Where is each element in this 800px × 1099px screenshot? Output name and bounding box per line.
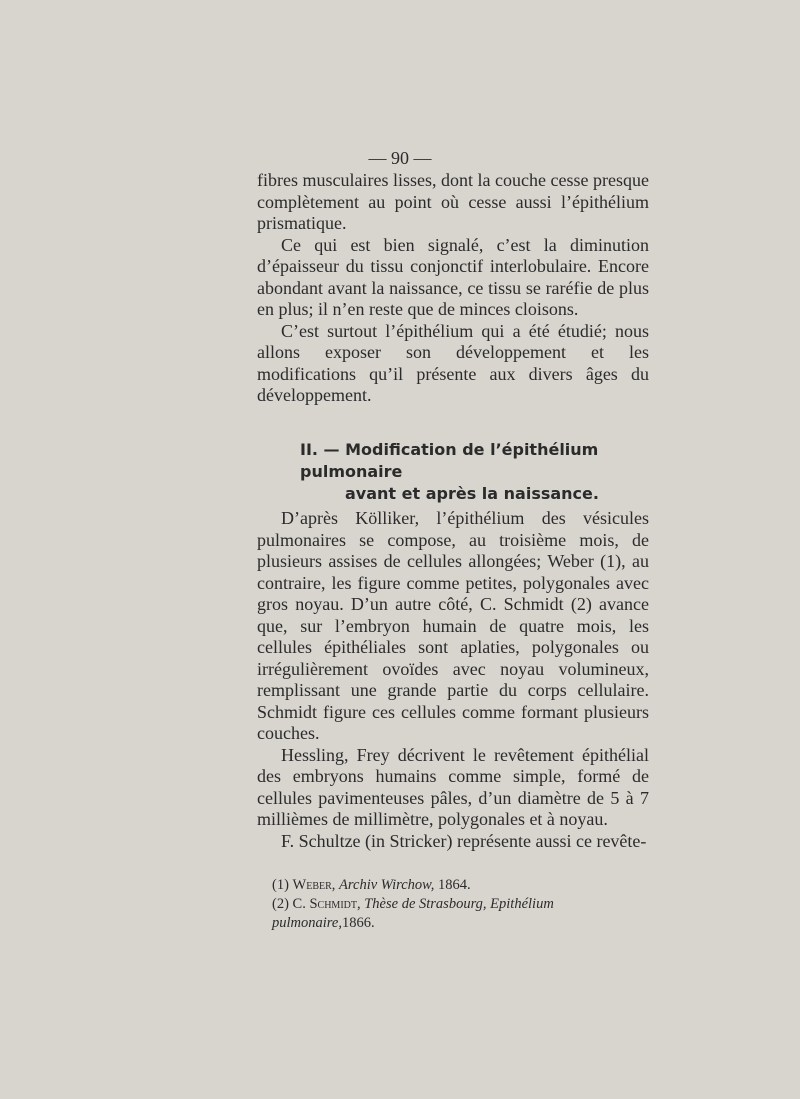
paragraph-6: F. Schultze (in Stricker) représente aussi ce revête-: [281, 830, 647, 851]
paragraph-5: Hessling, Frey décrivent le revêtement épithélial des embryons humains comme simple, formé de cellules pavimenteuses pâles, d’un diamètre de 5 à 7 millièmes de millimètre, polygonales et à noyau.: [257, 744, 649, 829]
footnote-2: [272, 895, 652, 933]
footnote-1-year: 1864.: [437, 877, 471, 893]
footnote-2-author: C. Schmidt,: [292, 896, 361, 912]
footnote-1: [272, 876, 652, 895]
body-block-top: [257, 170, 649, 407]
section-heading-line-1: II. — Modification de l’épithélium pulmonaire: [300, 440, 599, 481]
footnote-1-work: Archiv Wirchow,: [339, 877, 435, 893]
section-heading-line-2: avant et après la naissance.: [345, 484, 599, 503]
footnote-1-number: (1): [272, 877, 289, 893]
footnotes: [272, 876, 652, 933]
footnote-2-number: (2): [272, 896, 289, 912]
section-heading: [300, 439, 640, 505]
footnote-2-year: 1866.: [341, 915, 375, 931]
paragraph-2: Ce qui est bien signalé, c’est la diminution d’épaisseur du tissu conjonctif interlobulaire. Encore abondant avant la naissance, ce tissu se raréfie de plus en plus; il n’en reste que de minces cloisons.: [257, 234, 649, 319]
paragraph-3: C’est surtout l’épithélium qui a été étudié; nous allons exposer son développement et les modifications qu’il présente aux divers âges du développement.: [257, 320, 649, 405]
paragraph-4: D’après Kölliker, l’épithélium des vésicules pulmonaires se compose, au troisième mois, de plusieurs assises de cellules allongées; Weber (1), au contraire, les figure comme petites, polygonales avec gros noyau. D’un autre côté, C. Schmidt (2) avance que, sur l’embryon humain de quatre mois, les cellules épithéliales sont aplaties, polygonales ou irrégulièrement ovoïdes avec noyau volumineux, remplissant une grande partie du corps cellulaire. Schmidt figure ces cellules comme formant plusieurs couches.: [257, 508, 649, 743]
footnote-2-work: Thèse de Strasbourg, Epithélium pulmonaire,: [272, 896, 554, 931]
page-number-header: — 90 —: [368, 148, 432, 168]
body-block-bottom: [257, 508, 649, 852]
paragraph-1: fibres musculaires lisses, dont la couche cesse presque complètement au point où cesse aussi l’épithélium prismatique.: [257, 170, 649, 233]
footnote-1-author: Weber,: [292, 877, 336, 893]
